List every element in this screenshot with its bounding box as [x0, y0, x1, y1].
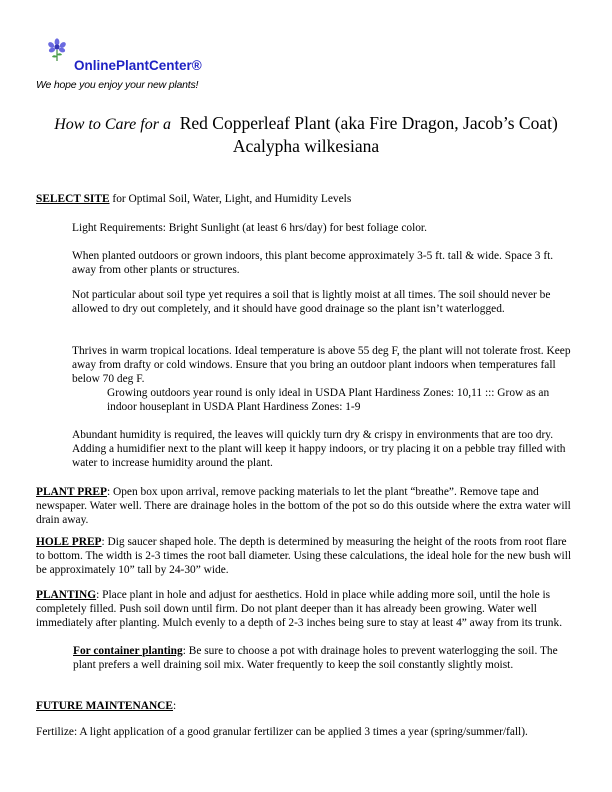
planting-paragraph	[36, 588, 578, 630]
container-planting-text: : Be sure to choose a pot with drainage holes to prevent waterlogging the soil. The plant prefers a well draining soil mix. Water frequently to keep the soil constantly slightly moist.	[73, 645, 558, 672]
hole-prep-heading: HOLE PREP	[36, 536, 102, 548]
future-maintenance-colon: :	[173, 700, 177, 712]
select-site-heading: SELECT SITE	[36, 193, 110, 205]
future-maintenance-heading: FUTURE MAINTENANCE	[36, 700, 174, 712]
planting-text: : Place plant in hole and adjust for aesthetics. Hold in place while adding more soil, until the hole is completely filled. Push soil down until firm. Do not plant deeper than it has already been growing. Water well immediately after planting. Mulch evenly to a depth of 2-3 inches being sure to stay at least 4” away from its trunk.	[36, 589, 563, 630]
container-planting-paragraph	[73, 644, 579, 672]
plant-size-paragraph: When planted outdoors or grown indoors, this plant become approximately 3-5 ft. tall & wide. Space 3 ft. away from other plants or structures.	[72, 250, 554, 277]
plant-prep-text: : Open box upon arrival, remove packing materials to let the plant “breathe”. Remove tape and newspaper. Water well. There are drainage holes in the bottom of the pot so do this outside where the extra water will drain away.	[36, 486, 571, 527]
light-requirements: Light Requirements: Bright Sunlight (at least 6 hrs/day) for best foliage color.	[72, 222, 427, 234]
hole-prep-text: : Dig saucer shaped hole. The depth is determined by measuring the height of the roots from root flare to bottom. The width is 2-3 times the root ball diameter. Using these calculations, the ideal hole for the new bush will be approximately 10” tall by 24-30” wide.	[36, 536, 572, 577]
brand-name: OnlinePlantCenter®	[74, 58, 202, 73]
temperature-paragraph: Thrives in warm tropical locations. Ideal temperature is above 55 deg F, the plant will not tolerate frost. Keep away from drafty or cold windows. Ensure that you bring an outdoor plant indoors when temperatures fall below 70 deg F.	[72, 345, 571, 386]
select-site-heading-line	[36, 192, 578, 206]
hardiness-zones-paragraph	[107, 386, 577, 414]
fertilize-paragraph: Fertilize: A light application of a good granular fertilizer can be applied 3 times a year (spring/summer/fall).	[36, 726, 528, 738]
title-prefix: How to Care for a	[54, 116, 171, 133]
hole-prep-paragraph	[36, 535, 578, 577]
humidity-paragraph: Abundant humidity is required, the leaves will quickly turn dry & crispy in environments that are too dry. Adding a humidifier next to the plant will keep it happy indoors, or try placing it on a pebble tray filled with water to increase humidity around the plant.	[72, 429, 566, 470]
plant-name: Red Copperleaf Plant (aka Fire Dragon, Jacob’s Coat)	[179, 113, 558, 133]
tagline: We hope you enjoy your new plants!	[36, 79, 199, 91]
select-site-subheading: for Optimal Soil, Water, Light, and Humidity Levels	[109, 193, 352, 205]
future-maintenance-line	[36, 699, 578, 713]
botanical-name: Acalypha wilkesiana	[232, 136, 380, 156]
hardiness-zones-text: Growing outdoors year round is only ideal in USDA Plant Hardiness Zones: 10,11 ::: Grow as an indoor houseplant in USDA Plant Hardiness Zones: 1-9	[107, 387, 550, 414]
plant-prep-heading: PLANT PREP	[36, 486, 107, 498]
soil-paragraph: Not particular about soil type yet requires a soil that is lightly moist at all times. The soil should never be allowed to dry out completely, and it should have good drainage so the plant isn’t waterlogged.	[72, 289, 551, 316]
flower-icon	[46, 38, 68, 62]
page-title	[0, 113, 612, 134]
plant-prep-paragraph	[36, 485, 578, 527]
container-planting-heading: For container planting	[73, 645, 183, 657]
planting-heading: PLANTING	[36, 589, 97, 601]
